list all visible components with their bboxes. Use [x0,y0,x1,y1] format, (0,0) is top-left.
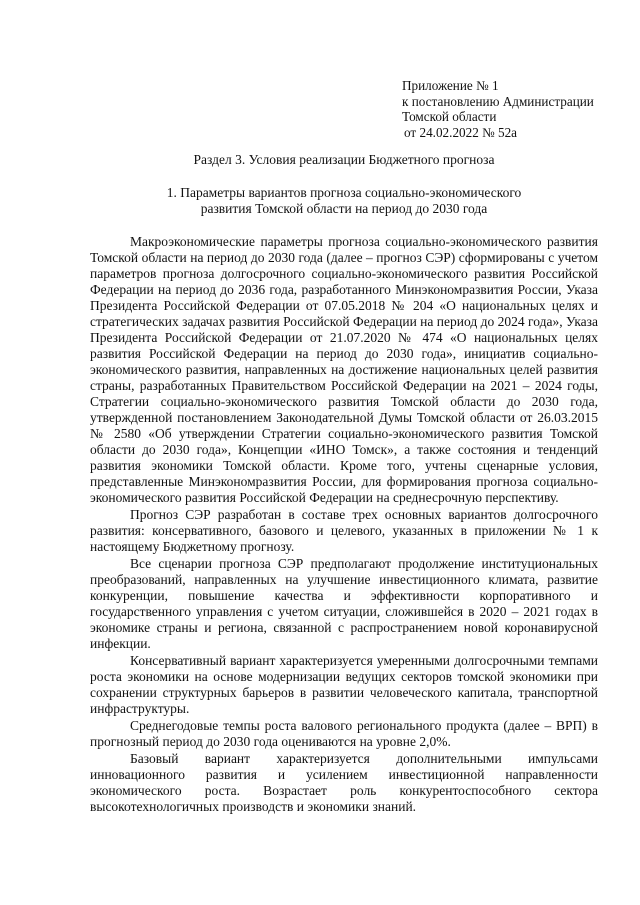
paragraph: Макроэкономические параметры прогноза социально-экономического развития Томской области на период до 2030 года (далее – прогноз СЭР) сформированы с учетом параметров прогноза долгосрочного социально-экономического развития Российской Федерации на период до 2036 года, разработанного Минэкономразвития России, Указа Президента Российской Федерации от 07.05.2018 № 204 «О национальных целях и стратегических задачах развития Российской Федерации на период до 2024 года», Указа Президента Российской Федерации от 21.07.2020 № 474 «О национальных целях развития Российской Федерации на период до 2030 года», инициатив социально-экономического развития, направленных на достижение национальных целей развития страны, разработанных Правительством Российской Федерации на 2021 – 2024 годы, Стратегии социально-экономического развития Томской области до 2030 года, утвержденной постановлением Законодательной Думы Томской области от 26.03.2015 № 2580 «Об утверждении Стратегии социально-экономического развития Томской области до 2030 года», Концепции «ИНО Томск», а также состояния и тенденций развития экономики Томской области. Кроме того, учтены сценарные условия, представленные Минэкономразвития России, для формирования прогноза социально-экономического развития Российской Федерации на среднесрочную перспективу. [90,234,598,505]
body-text [90,234,598,815]
appendix-line-4: от 24.02.2022 № 52а [404,124,518,140]
appendix-line-1: Приложение № 1 [402,78,499,93]
section-title: Раздел 3. Условия реализации Бюджетного прогноза [193,152,495,167]
subsection-title-text: 1. Параметры вариантов прогноза социально-экономического развития Томской области на период до 2030 года [166,185,522,216]
paragraph: Прогноз СЭР разработан в составе трех основных вариантов долгосрочного развития: консервативного, базового и целевого, указанных в приложении № 1 к настоящему Бюджетному прогнозу. [90,507,598,554]
subsection-title [90,185,598,217]
paragraph: Консервативный вариант характеризуется умеренными долгосрочными темпами роста экономики на основе модернизации ведущих секторов томской экономики при сохранении структурных барьеров в развитии человеческого капитала, транспортной инфраструктуры. [90,653,598,716]
paragraph: Среднегодовые темпы роста валового регионального продукта (далее – ВРП) в прогнозный период до 2030 года оцениваются на уровне 2,0%. [90,718,598,749]
appendix-line-3: Томской области [402,109,497,124]
paragraph: Базовый вариант характеризуется дополнительными импульсами инновационного развития и усилением инвестиционной направленности экономического роста. Возрастает роль конкурентоспособного сектора высокотехнологичных производств и экономики знаний. [90,751,598,814]
appendix-line-2: к постановлению Администрации [402,93,594,109]
appendix-note [402,78,622,140]
paragraph: Все сценарии прогноза СЭР предполагают продолжение институциональных преобразований, направленных на улучшение инвестиционного климата, развитие конкуренции, повышение качества и эффективности корпоративного и государственного управления с учетом ситуации, сложившейся в 2020 – 2021 годах в экономике страны и региона, связанной с распространением новой коронавирусной инфекции. [90,556,598,651]
